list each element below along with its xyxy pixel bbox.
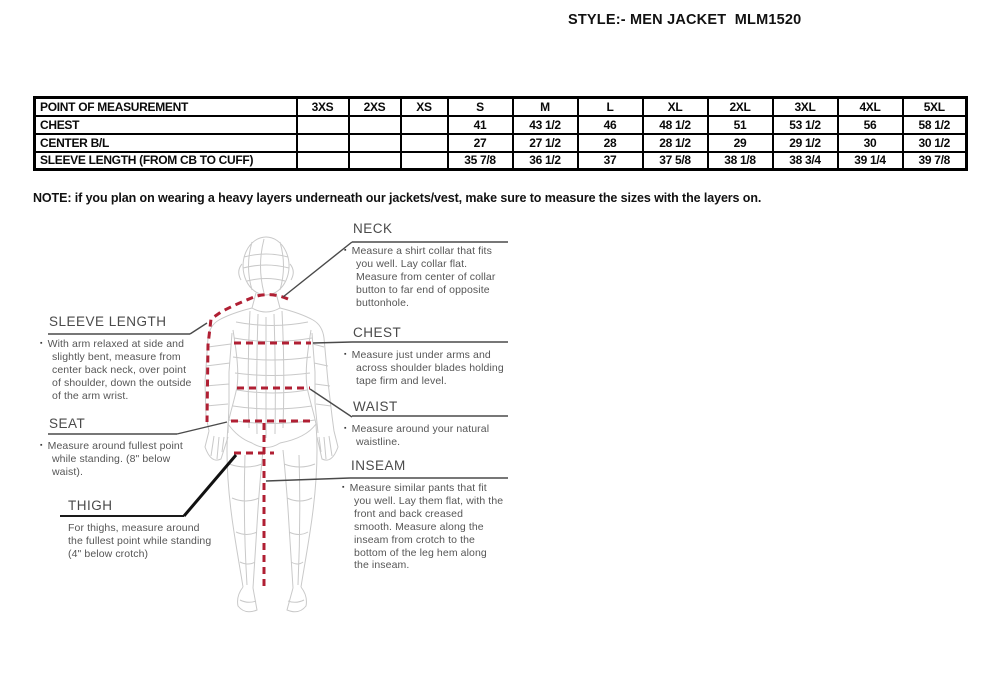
seat-description [40, 440, 192, 479]
table-cell: 35 7/8 [448, 152, 513, 170]
table-row [35, 116, 967, 134]
table-cell [401, 152, 448, 170]
seat-text: Measure around fullest point while standing. (8" below waist). [47, 440, 183, 478]
table-cell: 37 [578, 152, 643, 170]
size-chart-table [33, 96, 968, 171]
bullet-icon: ▪ [342, 484, 345, 491]
table-cell [349, 152, 401, 170]
table-cell: 27 1/2 [513, 134, 578, 152]
waist-text: Measure around your natural waistline. [351, 423, 490, 448]
bullet-icon: ▪ [344, 351, 347, 358]
seat-section [40, 416, 192, 479]
waist-title: WAIST [353, 399, 398, 414]
table-cell: 43 1/2 [513, 116, 578, 134]
table-cell: 36 1/2 [513, 152, 578, 170]
table-cell: 29 1/2 [773, 134, 838, 152]
table-cell: 29 [708, 134, 773, 152]
sleeve-length-description [40, 338, 198, 403]
chest-text: Measure just under arms and across shoulder blades holding tape firm and level. [351, 349, 504, 387]
table-cell: 39 7/8 [903, 152, 967, 170]
table-cell: 38 1/8 [708, 152, 773, 170]
column-header: XL [643, 98, 708, 116]
table-cell: 58 1/2 [903, 116, 967, 134]
table-cell: 56 [838, 116, 903, 134]
waist-description [344, 423, 494, 449]
table-header-row [35, 98, 967, 116]
inseam-description [342, 482, 504, 572]
column-header: L [578, 98, 643, 116]
chest-section [344, 325, 504, 388]
chest-description [344, 349, 504, 388]
table-cell: 53 1/2 [773, 116, 838, 134]
bullet-icon: ▪ [344, 425, 347, 432]
table-cell [401, 134, 448, 152]
table-cell: 28 [578, 134, 643, 152]
neck-description [344, 245, 506, 310]
style-title: STYLE:- MEN JACKET MLM1520 [568, 12, 802, 28]
table-cell: 51 [708, 116, 773, 134]
thigh-title: THIGH [68, 498, 113, 513]
sleeve-length-section [40, 314, 198, 403]
table-row [35, 152, 967, 170]
table-cell [297, 152, 349, 170]
table-cell: 30 [838, 134, 903, 152]
mannequin-wireframe [205, 237, 338, 612]
neck-leader-line [283, 242, 352, 297]
table-cell [401, 116, 448, 134]
table-cell: 46 [578, 116, 643, 134]
column-header: XS [401, 98, 448, 116]
chest-title: CHEST [353, 325, 402, 340]
column-header: 4XL [838, 98, 903, 116]
table-cell: 41 [448, 116, 513, 134]
neck-section [344, 221, 506, 310]
table-cell [297, 116, 349, 134]
bullet-icon: ▪ [40, 340, 43, 347]
column-header: 5XL [903, 98, 967, 116]
table-cell: 38 3/4 [773, 152, 838, 170]
table-cell: 48 1/2 [643, 116, 708, 134]
table-cell [349, 134, 401, 152]
seat-title: SEAT [49, 416, 86, 431]
column-header: 2XS [349, 98, 401, 116]
row-label: SLEEVE LENGTH (FROM CB TO CUFF) [35, 152, 297, 170]
table-cell [349, 116, 401, 134]
table-cell [297, 134, 349, 152]
table-cell: 30 1/2 [903, 134, 967, 152]
neck-text: Measure a shirt collar that fits you well. Lay collar flat. Measure from center of collar button to far end of opposite buttonhole. [351, 245, 496, 309]
thigh-section [68, 498, 216, 561]
table-cell: 39 1/4 [838, 152, 903, 170]
bullet-icon: ▪ [344, 247, 347, 254]
note-text: NOTE: if you plan on wearing a heavy layers underneath our jackets/vest, make sure to measure the sizes with the layers on. [33, 191, 762, 205]
neck-title: NECK [353, 221, 393, 236]
column-header: 2XL [708, 98, 773, 116]
inseam-title: INSEAM [351, 458, 406, 473]
inseam-text: Measure similar pants that fit you well. Lay them flat, with the front and back creased smooth. Measure along the inseam from crotch to the bottom of the leg hem along the inseam. [349, 482, 504, 572]
table-cell: 27 [448, 134, 513, 152]
column-header: POINT OF MEASUREMENT [35, 98, 297, 116]
waist-section [344, 399, 494, 449]
bullet-icon: ▪ [40, 442, 43, 449]
row-label: CHEST [35, 116, 297, 134]
column-header: 3XL [773, 98, 838, 116]
inseam-leader-line [266, 478, 350, 481]
column-header: M [513, 98, 578, 116]
table-cell: 37 5/8 [643, 152, 708, 170]
collar-sleeve-dash-line [207, 295, 288, 422]
inseam-section [342, 458, 504, 572]
row-label: CENTER B/L [35, 134, 297, 152]
column-header: S [448, 98, 513, 116]
column-header: 3XS [297, 98, 349, 116]
sleeve-length-text: With arm relaxed at side and slightly bent, measure from center back neck, over point of shoulder, down the outside of the arm wrist. [47, 338, 192, 402]
table-row [35, 134, 967, 152]
thigh-text: For thighs, measure around the fullest point while standing (4" below crotch) [68, 522, 212, 560]
sleeve-length-title: SLEEVE LENGTH [49, 314, 167, 329]
table-cell: 28 1/2 [643, 134, 708, 152]
